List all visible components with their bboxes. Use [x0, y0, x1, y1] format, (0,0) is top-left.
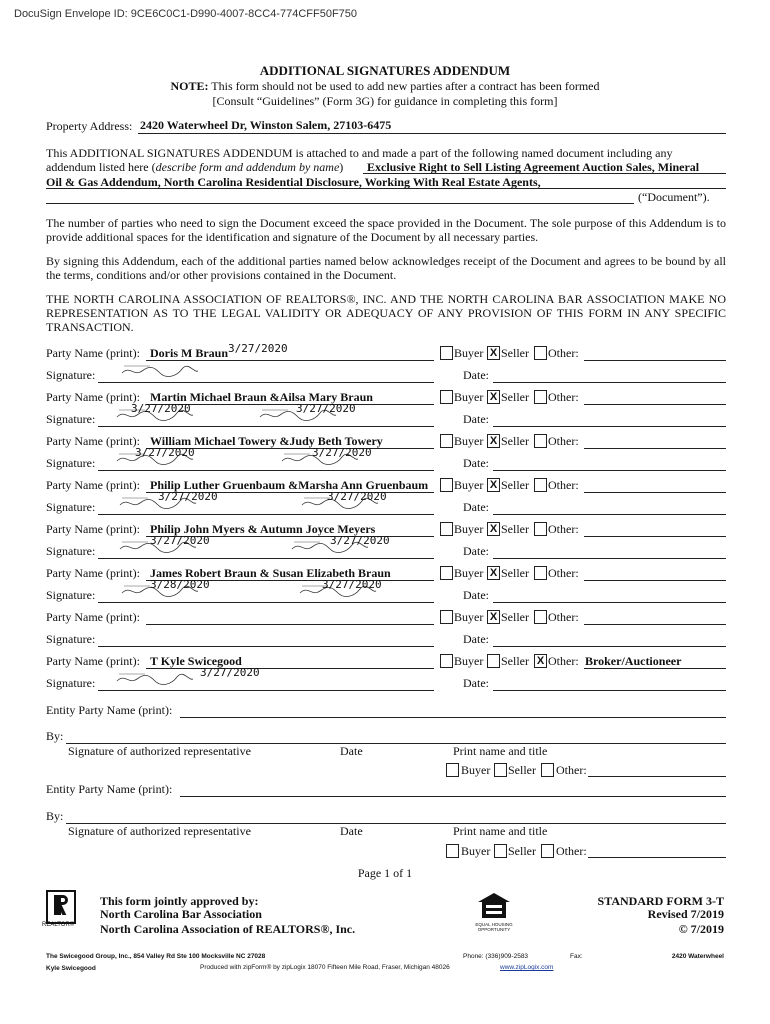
signed-date-stamp: 3/27/2020	[228, 342, 288, 355]
party-other-label: Other:	[548, 522, 579, 536]
party-other-field[interactable]	[584, 360, 726, 361]
party-buyer-label: Buyer	[454, 434, 484, 448]
entity-2-other-checkbox[interactable]	[541, 844, 554, 858]
agent-name: Kyle Swicegood	[46, 965, 96, 972]
signed-date-stamp: 3/27/2020	[330, 534, 390, 547]
party-other-field[interactable]	[584, 624, 726, 625]
produced-with: Produced with zipForm® by zipLogix 18070 Fifteen Mile Road, Fraser, Michigan 48026	[200, 964, 450, 971]
date-label: Date:	[463, 412, 489, 426]
party-buyer-label: Buyer	[454, 522, 484, 536]
date-field[interactable]	[493, 558, 726, 559]
party-other-checkbox[interactable]	[534, 434, 547, 448]
revised-date: Revised 7/2019	[647, 907, 724, 921]
party-seller-label: Seller	[501, 346, 529, 360]
note-label: NOTE:	[170, 79, 209, 93]
print-name-label-2: Print name and title	[453, 824, 548, 838]
date-field[interactable]	[493, 602, 726, 603]
sig-auth-label-2: Signature of authorized representative	[68, 824, 251, 838]
party-other-field[interactable]	[584, 448, 726, 449]
party-buyer-checkbox[interactable]	[440, 434, 453, 448]
sig-auth-label-1: Signature of authorized representative	[68, 744, 251, 758]
party-name-value[interactable]: Philip Luther Gruenbaum &Marsha Ann Gruenbaum	[150, 478, 429, 492]
date-field[interactable]	[493, 382, 726, 383]
signature-field[interactable]	[98, 602, 434, 603]
date-label: Date:	[463, 368, 489, 382]
entity-1-other-checkbox[interactable]	[541, 763, 554, 777]
entity-1-seller-checkbox[interactable]	[494, 763, 507, 777]
fax: Fax:	[570, 953, 583, 960]
party-other-checkbox[interactable]	[534, 478, 547, 492]
entity-2-other-field[interactable]	[588, 857, 726, 858]
entity-1-other-label: Other:	[556, 763, 587, 777]
party-seller-label: Seller	[501, 654, 529, 668]
date-label: Date:	[463, 676, 489, 690]
entity-2-other-label: Other:	[556, 844, 587, 858]
signed-date-stamp: 3/27/2020	[150, 534, 210, 547]
party-seller-checkbox[interactable]: X	[487, 522, 500, 536]
signature-scribble-icon	[115, 671, 195, 687]
date-field[interactable]	[493, 646, 726, 647]
party-other-label: Other:	[548, 390, 579, 404]
party-name-value[interactable]: Doris M Braun	[150, 346, 228, 360]
by-label-1: By:	[46, 729, 64, 743]
entity-2-seller-label: Seller	[508, 844, 536, 858]
entity-2-seller-checkbox[interactable]	[494, 844, 507, 858]
signed-date-stamp: 3/27/2020	[200, 666, 260, 679]
signed-date-stamp: 3/27/2020	[135, 446, 195, 459]
date-label: Date:	[463, 588, 489, 602]
party-seller-label: Seller	[501, 478, 529, 492]
party-other-field[interactable]	[584, 536, 726, 537]
party-buyer-checkbox[interactable]	[440, 346, 453, 360]
by-label-2: By:	[46, 809, 64, 823]
document-names-line-2[interactable]: Oil & Gas Addendum, North Carolina Residential Disclosure, Working With Real Estate Agents,	[46, 175, 541, 189]
phone: Phone: (336)909-2583	[463, 953, 529, 960]
date-label-entity-2: Date	[340, 824, 363, 838]
party-name-label: Party Name (print):	[46, 390, 140, 404]
party-seller-label: Seller	[501, 610, 529, 624]
entity-party-label-2: Entity Party Name (print):	[46, 782, 173, 796]
realtor-logo-text: REALTOR®	[42, 922, 75, 928]
party-seller-label: Seller	[501, 390, 529, 404]
entity-1-seller-label: Seller	[508, 763, 536, 777]
signed-date-stamp: 3/27/2020	[296, 402, 356, 415]
signature-label: Signature:	[46, 500, 96, 514]
signature-field[interactable]	[98, 382, 434, 383]
party-name-value[interactable]: William Michael Towery &Judy Beth Towery	[150, 434, 383, 448]
signature-label: Signature:	[46, 544, 96, 558]
party-other-checkbox[interactable]: X	[534, 654, 547, 668]
party-buyer-checkbox[interactable]	[440, 522, 453, 536]
party-name-field[interactable]	[146, 360, 434, 361]
party-name-label: Party Name (print):	[46, 654, 140, 668]
party-seller-label: Seller	[501, 566, 529, 580]
party-buyer-label: Buyer	[454, 654, 484, 668]
party-buyer-label: Buyer	[454, 346, 484, 360]
document-suffix: (“Document”).	[638, 190, 710, 204]
party-seller-checkbox[interactable]: X	[487, 610, 500, 624]
signature-label: Signature:	[46, 456, 96, 470]
party-other-field[interactable]	[584, 404, 726, 405]
party-buyer-checkbox[interactable]	[440, 478, 453, 492]
entity-1-buyer-checkbox[interactable]	[446, 763, 459, 777]
entity-1-buyer-label: Buyer	[461, 763, 491, 777]
signature-scribble-icon	[120, 363, 200, 379]
party-seller-checkbox[interactable]: X	[487, 566, 500, 580]
party-seller-checkbox[interactable]	[487, 654, 500, 668]
party-other-field[interactable]	[584, 492, 726, 493]
print-name-label-1: Print name and title	[453, 744, 548, 758]
party-name-value[interactable]: Philip John Myers & Autumn Joyce Meyers	[150, 522, 376, 536]
signature-field[interactable]	[98, 514, 434, 515]
party-other-label: Other:	[548, 566, 579, 580]
party-name-value[interactable]: Martin Michael Braun &Ailsa Mary Braun	[150, 390, 373, 404]
signature-field[interactable]	[98, 558, 434, 559]
date-label: Date:	[463, 632, 489, 646]
realtor-logo-icon	[46, 890, 76, 924]
signed-date-stamp: 3/27/2020	[312, 446, 372, 459]
signature-field[interactable]	[98, 690, 434, 691]
party-buyer-label: Buyer	[454, 390, 484, 404]
party-name-value[interactable]: James Robert Braun & Susan Elizabeth Braun	[150, 566, 391, 580]
copyright: © 7/2019	[678, 922, 724, 936]
entity-1-other-field[interactable]	[588, 776, 726, 777]
attach-text-2: addendum listed here (describe form and addendum by name)	[46, 160, 344, 174]
signature-field[interactable]	[98, 426, 434, 427]
consult-guidelines: [Consult “Guidelines” (Form 3G) for guidance in completing this form]	[212, 94, 558, 108]
party-other-label: Other:	[548, 478, 579, 492]
party-other-checkbox[interactable]	[534, 346, 547, 360]
entity-party-label-1: Entity Party Name (print):	[46, 703, 173, 717]
equal-housing-text: EQUAL HOUSING OPPORTUNITY	[475, 922, 513, 932]
party-buyer-checkbox[interactable]	[440, 390, 453, 404]
party-name-label: Party Name (print):	[46, 610, 140, 624]
signature-label: Signature:	[46, 632, 96, 646]
party-seller-checkbox[interactable]: X	[487, 478, 500, 492]
party-other-checkbox[interactable]	[534, 566, 547, 580]
party-name-label: Party Name (print):	[46, 522, 140, 536]
date-label: Date:	[463, 544, 489, 558]
standard-form: STANDARD FORM 3-T	[597, 894, 724, 908]
party-seller-checkbox[interactable]: X	[487, 346, 500, 360]
date-field[interactable]	[493, 426, 726, 427]
party-seller-label: Seller	[501, 434, 529, 448]
attach-text: This ADDITIONAL SIGNATURES ADDENDUM is attached to and made a part of the following named document including any	[46, 146, 673, 160]
signing-paragraph: By signing this Addendum, each of the additional parties named below acknowledges receipt of the Document and agrees to be bound by all the terms, conditions and/or other provisions contained in the Document.	[46, 254, 726, 282]
document-names-line-1[interactable]: Exclusive Right to Sell Listing Agreement Auction Sales, Mineral	[367, 160, 700, 174]
approved-line-2: North Carolina Bar Association	[100, 907, 262, 921]
signature-field[interactable]	[98, 646, 434, 647]
parties-paragraph: The number of parties who need to sign the Document exceed the space provided in the Document. The sole purpose of this Addendum is to provide additional spaces for the identification and signature of the Document by all necessary parties.	[46, 216, 726, 244]
party-other-value[interactable]: Broker/Auctioneer	[585, 654, 682, 668]
party-seller-checkbox[interactable]: X	[487, 390, 500, 404]
form-note	[0, 79, 770, 94]
date-field[interactable]	[493, 470, 726, 471]
entity-party-field-1[interactable]	[180, 717, 726, 718]
ziplogix-link[interactable]: www.zipLogix.com	[500, 964, 554, 971]
party-name-label: Party Name (print):	[46, 346, 140, 360]
signed-date-stamp: 3/27/2020	[327, 490, 387, 503]
docusign-envelope-id: DocuSign Envelope ID: 9CE6C0C1-D990-4007-8CC4-774CFF50F750	[14, 8, 358, 20]
entity-2-buyer-label: Buyer	[461, 844, 491, 858]
equal-housing-icon	[476, 892, 512, 922]
page-number: Page 1 of 1	[357, 866, 413, 880]
party-name-field[interactable]	[146, 624, 434, 625]
party-other-label: Other:	[548, 654, 579, 668]
approved-line-3: North Carolina Association of REALTORS®, Inc.	[100, 922, 356, 936]
party-buyer-checkbox[interactable]	[440, 566, 453, 580]
date-field[interactable]	[493, 690, 726, 691]
party-other-checkbox[interactable]	[534, 390, 547, 404]
party-buyer-label: Buyer	[454, 566, 484, 580]
signed-date-stamp: 3/28/2020	[150, 578, 210, 591]
signature-field[interactable]	[98, 470, 434, 471]
property-address-value[interactable]: 2420 Waterwheel Dr, Winston Salem, 27103-6475	[140, 118, 392, 132]
party-buyer-checkbox[interactable]	[440, 654, 453, 668]
entity-party-field-2[interactable]	[180, 796, 726, 797]
property-address-label: Property Address:	[46, 119, 133, 133]
entity-2-buyer-checkbox[interactable]	[446, 844, 459, 858]
approved-line-1: This form jointly approved by:	[100, 894, 259, 908]
party-buyer-checkbox[interactable]	[440, 610, 453, 624]
party-name-label: Party Name (print):	[46, 434, 140, 448]
signed-date-stamp: 3/27/2020	[158, 490, 218, 503]
disclaimer-paragraph: THE NORTH CAROLINA ASSOCIATION OF REALTORS®, INC. AND THE NORTH CAROLINA BAR ASSOCIATION MAKE NO REPRESENTATION AS TO THE LEGAL VALIDITY OR ADEQUACY OF ANY PROVISION OF THIS FORM IN ANY SPECIFIC TRANSACTION.	[46, 292, 726, 334]
party-seller-label: Seller	[501, 522, 529, 536]
date-field[interactable]	[493, 514, 726, 515]
date-label: Date:	[463, 500, 489, 514]
form-title: ADDITIONAL SIGNATURES ADDENDUM	[259, 63, 511, 78]
party-seller-checkbox[interactable]: X	[487, 434, 500, 448]
party-other-label: Other:	[548, 434, 579, 448]
party-other-field[interactable]	[584, 580, 726, 581]
party-other-checkbox[interactable]	[534, 610, 547, 624]
signed-date-stamp: 3/27/2020	[131, 402, 191, 415]
party-other-label: Other:	[548, 346, 579, 360]
date-label-entity-1: Date	[340, 744, 363, 758]
date-label: Date:	[463, 456, 489, 470]
party-other-checkbox[interactable]	[534, 522, 547, 536]
signed-date-stamp: 3/27/2020	[322, 578, 382, 591]
party-name-label: Party Name (print):	[46, 478, 140, 492]
signature-label: Signature:	[46, 676, 96, 690]
signature-label: Signature:	[46, 412, 96, 426]
party-name-field[interactable]	[146, 668, 434, 669]
party-buyer-label: Buyer	[454, 610, 484, 624]
note-text: This form should not be used to add new parties after a contract has been formed	[211, 79, 600, 93]
signature-label: Signature:	[46, 368, 96, 382]
party-buyer-label: Buyer	[454, 478, 484, 492]
party-name-label: Party Name (print):	[46, 566, 140, 580]
party-name-value[interactable]: T Kyle Swicegood	[150, 654, 242, 668]
party-other-label: Other:	[548, 610, 579, 624]
file-name: 2420 Waterwheel	[671, 953, 724, 960]
company-info: The Swicegood Group, Inc., 854 Valley Rd Ste 100 Mocksville NC 27028	[46, 953, 266, 960]
signature-label: Signature:	[46, 588, 96, 602]
